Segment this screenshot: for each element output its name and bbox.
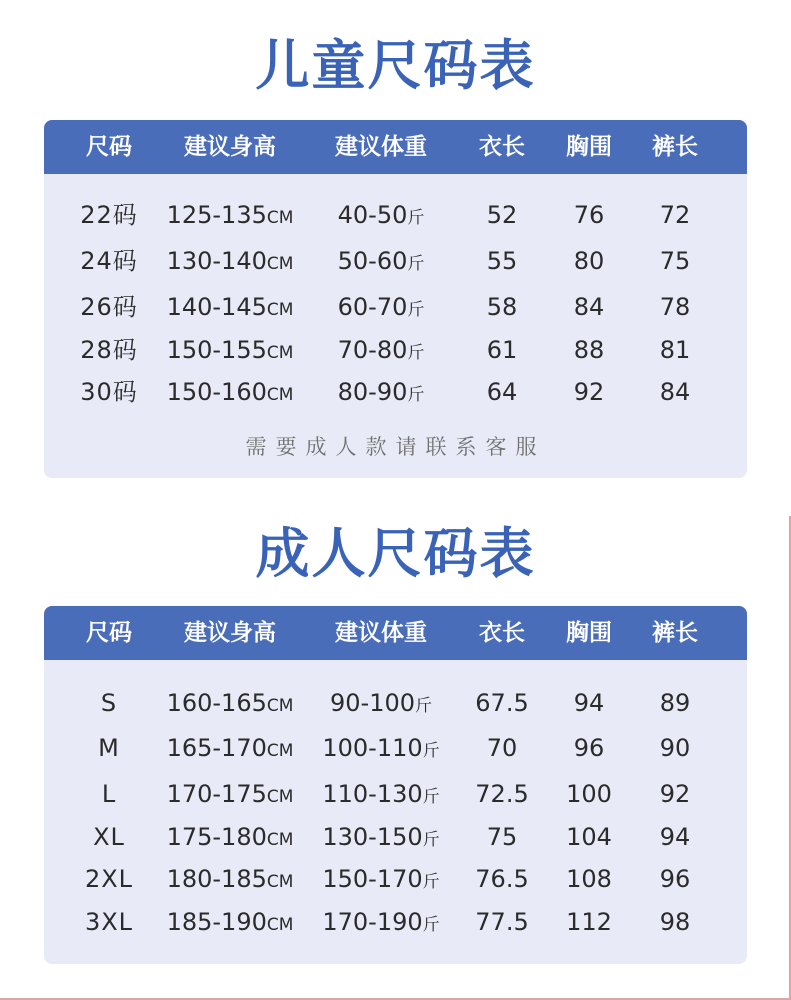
weight-unit: 斤 [422,741,440,761]
size-cell [85,902,133,942]
length-cell [475,683,528,723]
weight-cell-value: 70-80 [337,336,408,364]
weight-cell [322,774,439,814]
pants-cell-value: 84 [659,378,691,406]
chest-cell-value: 96 [573,734,605,762]
weight-cell [338,330,425,370]
length-cell-value: 77.5 [475,908,529,936]
height-unit: CM [266,208,294,228]
height-cell-value: 140-145 [166,293,267,321]
header-length: 衣长 [479,620,525,646]
table-row [44,287,747,327]
table-row [44,330,747,370]
table-row [44,859,747,899]
height-cell-value: 170-175 [166,780,267,808]
weight-cell-value: 130-150 [322,823,423,851]
length-cell [487,287,518,327]
height-cell-value: 185-190 [166,908,267,936]
pants-cell [660,728,691,768]
height-cell [167,728,294,768]
height-cell [167,330,294,370]
height-cell-value: 150-155 [166,336,267,364]
weight-cell [338,241,425,281]
pants-cell-value: 78 [659,293,691,321]
pants-cell-value: 81 [659,336,691,364]
chest-cell [566,902,612,942]
pants-cell-value: 75 [659,247,691,275]
header-height: 建议身高 [184,620,276,646]
weight-unit: 斤 [422,915,440,935]
size-cell [85,859,133,899]
length-cell-value: 67.5 [475,689,529,717]
kids-size-chart-title: 儿童尺码表 [255,34,536,97]
height-unit: CM [266,300,294,320]
height-cell-value: 165-170 [166,734,267,762]
size-cell-value: 26码 [80,293,138,321]
height-cell-value: 175-180 [166,823,267,851]
height-unit: CM [266,741,294,761]
size-cell [80,330,138,370]
size-cell-value: 2XL [84,865,134,893]
weight-unit: 斤 [415,696,433,716]
length-cell [487,241,518,281]
height-cell [167,195,294,235]
size-cell-value: 3XL [84,908,134,936]
weight-cell-value: 170-190 [322,908,423,936]
length-cell-value: 72.5 [475,780,529,808]
height-cell [167,683,294,723]
length-cell-value: 64 [486,378,518,406]
height-unit: CM [266,385,294,405]
adult-size-chart-title: 成人尺码表 [255,522,536,585]
length-cell [487,372,518,412]
length-cell-value: 52 [486,201,518,229]
size-cell-value: 22码 [80,201,138,229]
height-unit: CM [266,696,294,716]
length-cell-value: 61 [486,336,518,364]
size-cell [93,817,125,857]
weight-cell-value: 90-100 [329,689,416,717]
pants-cell-value: 92 [659,780,691,808]
height-cell-value: 160-165 [166,689,267,717]
header-height: 建议身高 [184,134,276,160]
size-cell-value: L [101,780,117,808]
height-cell [167,372,294,412]
chest-cell-value: 108 [566,865,612,893]
size-cell-value: 28码 [80,336,138,364]
size-cell [101,683,117,723]
length-cell-value: 70 [486,734,518,762]
adult-contact-note: 需要成人款请联系客服 [245,435,546,459]
size-cell [102,774,116,814]
chest-cell-value: 112 [566,908,612,936]
height-cell-value: 180-185 [166,865,267,893]
table-row [44,774,747,814]
height-cell [167,241,294,281]
chest-cell-value: 92 [573,378,605,406]
weight-cell [322,817,439,857]
header-weight: 建议体重 [335,620,427,646]
height-unit: CM [266,872,294,892]
chest-cell-value: 76 [573,201,605,229]
size-cell-value: M [98,734,120,762]
weight-cell-value: 50-60 [337,247,408,275]
size-cell [80,195,138,235]
kids-table-header [44,120,747,174]
weight-unit: 斤 [422,787,440,807]
height-unit: CM [266,830,294,850]
size-cell-value: 24码 [80,247,138,275]
pants-cell-value: 89 [659,689,691,717]
length-cell-value: 76.5 [475,865,529,893]
pants-cell-value: 98 [659,908,691,936]
chest-cell [566,817,612,857]
pants-cell [660,330,691,370]
weight-unit: 斤 [422,872,440,892]
chest-cell [574,195,605,235]
length-cell-value: 75 [486,823,518,851]
pants-cell [660,195,691,235]
table-row [44,195,747,235]
header-pants: 裤长 [652,134,698,160]
size-cell [80,372,138,412]
pants-cell [660,817,691,857]
chest-cell-value: 104 [566,823,612,851]
height-cell [167,817,294,857]
weight-unit: 斤 [422,830,440,850]
height-unit: CM [266,787,294,807]
pants-cell-value: 94 [659,823,691,851]
height-cell [167,902,294,942]
height-unit: CM [266,254,294,274]
table-row [44,817,747,857]
chest-cell [574,330,605,370]
weight-cell-value: 150-170 [322,865,423,893]
chest-cell [574,683,605,723]
weight-cell [322,728,439,768]
chest-cell [574,372,605,412]
size-cell-value: XL [93,823,125,851]
header-chest: 胸围 [566,134,612,160]
height-unit: CM [266,915,294,935]
length-cell [487,728,518,768]
pants-cell-value: 72 [659,201,691,229]
length-cell [475,774,528,814]
length-cell [475,902,528,942]
size-cell [80,241,138,281]
height-cell [167,287,294,327]
weight-cell [322,859,439,899]
chest-cell-value: 100 [566,780,612,808]
header-size: 尺码 [86,134,132,160]
weight-cell-value: 80-90 [337,378,408,406]
length-cell [487,817,518,857]
table-row [44,372,747,412]
pants-cell-value: 90 [659,734,691,762]
chest-cell [566,859,612,899]
pants-cell [660,859,691,899]
weight-cell-value: 100-110 [322,734,423,762]
table-row [44,902,747,942]
height-cell-value: 125-135 [166,201,267,229]
chest-cell-value: 80 [573,247,605,275]
weight-cell [330,683,432,723]
table-row [44,241,747,281]
length-cell [487,195,518,235]
pants-cell [660,902,691,942]
height-cell [167,774,294,814]
height-unit: CM [266,343,294,363]
chest-cell [574,241,605,281]
header-size: 尺码 [86,620,132,646]
chest-cell [566,774,612,814]
header-pants: 裤长 [652,620,698,646]
weight-cell-value: 110-130 [322,780,423,808]
weight-cell-value: 40-50 [337,201,408,229]
kids-size-table [44,120,747,478]
size-cell-value: 30码 [80,378,138,406]
height-cell [167,859,294,899]
adult-size-table [44,606,747,964]
weight-unit: 斤 [407,300,425,320]
header-weight: 建议体重 [335,134,427,160]
length-cell-value: 58 [486,293,518,321]
weight-unit: 斤 [407,208,425,228]
adult-table-header [44,606,747,660]
header-chest: 胸围 [566,620,612,646]
weight-cell [322,902,439,942]
table-row [44,728,747,768]
height-cell-value: 130-140 [166,247,267,275]
pants-cell [660,241,691,281]
weight-unit: 斤 [407,343,425,363]
weight-unit: 斤 [407,254,425,274]
size-cell [80,287,138,327]
weight-cell-value: 60-70 [337,293,408,321]
pants-cell [660,372,691,412]
size-cell-value: S [100,689,118,717]
weight-unit: 斤 [407,385,425,405]
weight-cell [338,372,425,412]
length-cell-value: 55 [486,247,518,275]
chest-cell [574,728,605,768]
table-row [44,683,747,723]
pants-cell-value: 96 [659,865,691,893]
weight-cell [338,195,425,235]
chest-cell-value: 94 [573,689,605,717]
weight-cell [338,287,425,327]
header-length: 衣长 [479,134,525,160]
length-cell [487,330,518,370]
pants-cell [660,774,691,814]
size-cell [98,728,120,768]
chest-cell-value: 84 [573,293,605,321]
pants-cell [660,683,691,723]
height-cell-value: 150-160 [166,378,267,406]
pants-cell [660,287,691,327]
chest-cell-value: 88 [573,336,605,364]
length-cell [475,859,528,899]
chest-cell [574,287,605,327]
